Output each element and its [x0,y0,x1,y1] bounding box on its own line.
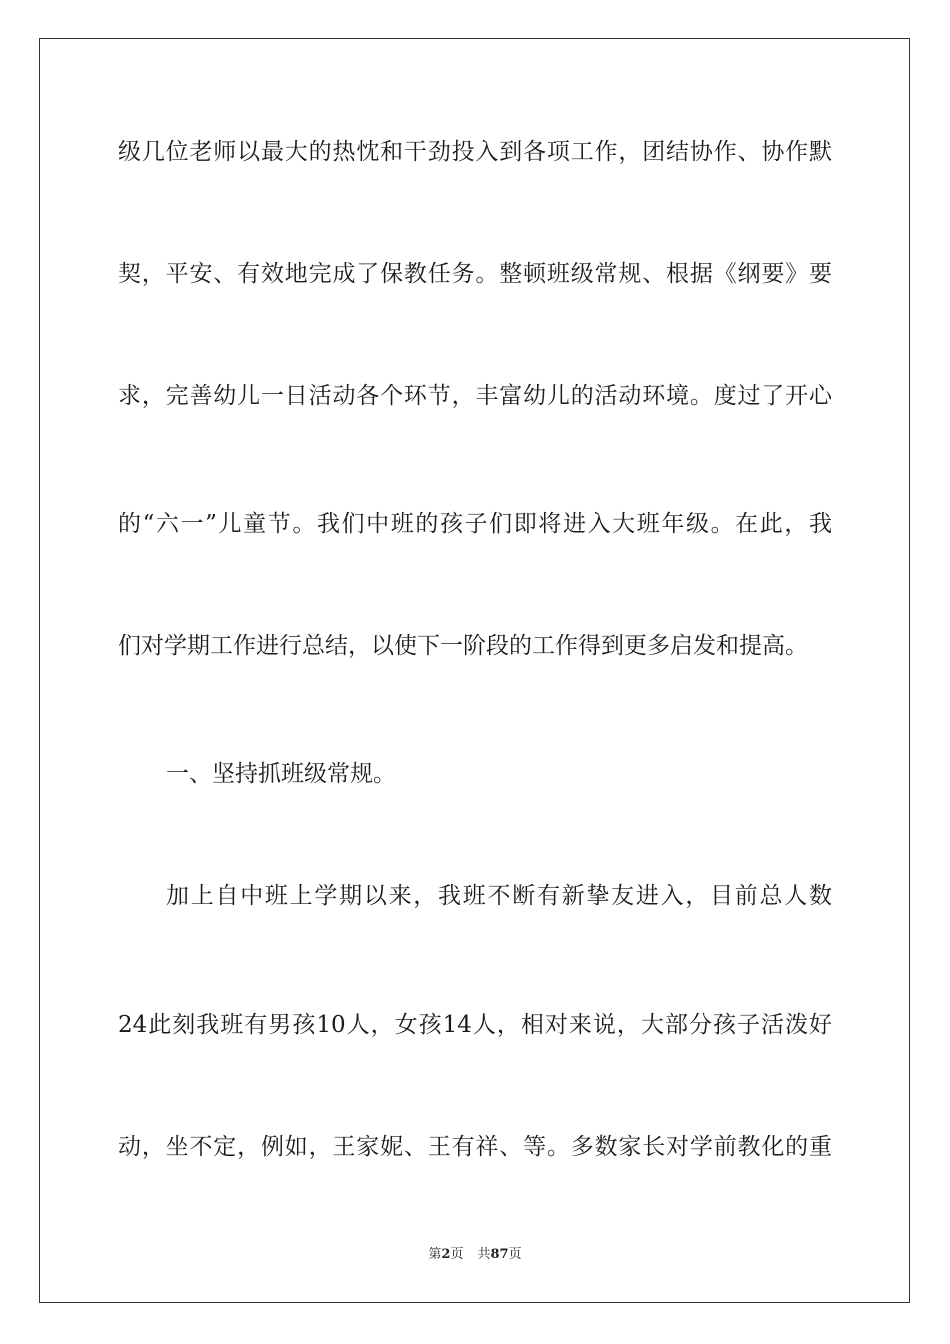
total-pages: 87 [490,1247,509,1262]
section-heading: 一、坚持抓班级常规。 [166,761,396,787]
total-suffix: 页 [508,1247,522,1262]
body-text-line-8: 动，坐不定，例如，王家妮、王有祥、等。多数家长对学前教化的重 [118,1134,832,1160]
body-text-line-1: 级几位老师以最大的热忱和干劲投入到各项工作，团结协作、协作默 [118,139,832,165]
page-prefix: 第 [428,1247,442,1262]
total-prefix: 共 [477,1247,491,1262]
body-text-line-6: 加上自中班上学期以来，我班不断有新挚友进入，目前总人数 [166,883,832,909]
body-text-line-4: 的“六一”儿童节。我们中班的孩子们即将进入大班年级。在此，我 [118,511,832,537]
page-number: 2 [441,1247,451,1262]
page-border [39,38,910,1303]
body-text-line-5: 们对学期工作进行总结，以使下一阶段的工作得到更多启发和提高。 [118,633,808,659]
page-suffix: 页 [450,1247,464,1262]
page-footer [0,1246,950,1264]
body-text-line-3: 求，完善幼儿一日活动各个环节，丰富幼儿的活动环境。度过了开心 [118,383,832,409]
body-text-line-7: 24此刻我班有男孩10人，女孩14人，相对来说，大部分孩子活泼好 [118,1012,832,1038]
body-text-line-2: 契，平安、有效地完成了保教任务。整顿班级常规、根据《纲要》要 [118,261,832,287]
